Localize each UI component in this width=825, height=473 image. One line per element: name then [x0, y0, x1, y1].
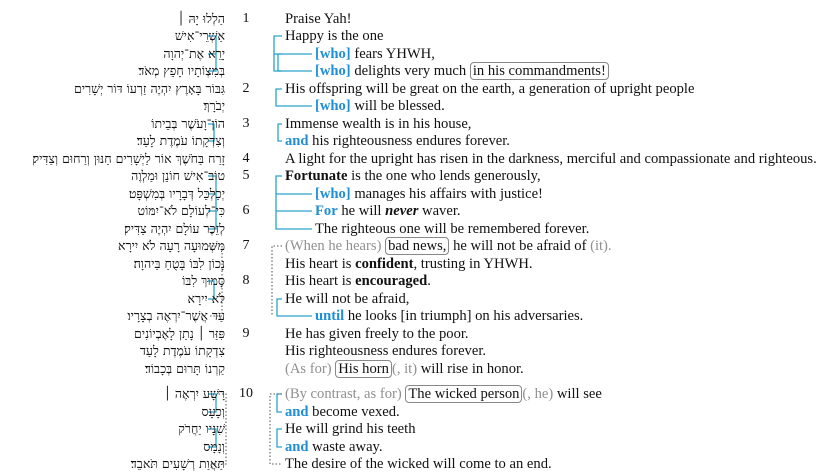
english-translation	[285, 255, 533, 273]
verse-line	[0, 45, 825, 63]
english-translation	[285, 237, 612, 255]
english-translation	[285, 455, 552, 473]
verse-line	[0, 167, 825, 185]
text-segment: he will	[337, 203, 386, 219]
text-segment: waste away.	[308, 439, 383, 455]
english-translation	[285, 325, 469, 343]
hebrew-text: בְּמִצְוֹתָיו חָפֵץ מְאֹד׃	[138, 63, 225, 78]
english-translation	[285, 438, 383, 456]
text-segment: His heart is	[285, 273, 356, 289]
verse-number: 5	[242, 168, 250, 183]
english-translation	[315, 185, 543, 203]
text-segment: The righteous one will be remembered forever.	[315, 221, 590, 237]
english-translation	[285, 10, 351, 28]
hebrew-text: וְצִדְקָתוֹ עֹמֶדֶת לָעַד׃	[136, 133, 225, 148]
verse-line	[0, 255, 825, 273]
emphasis-word: until	[315, 308, 345, 324]
text-segment: Immense wealth is in his house,	[285, 116, 472, 132]
text-segment: his righteousness endures forever.	[308, 133, 510, 149]
verse-line	[0, 307, 825, 325]
verse-line	[0, 202, 825, 220]
emphasis-word: [who]	[315, 46, 351, 62]
english-translation	[315, 220, 589, 238]
hebrew-text: אַשְׁרֵי־אִישׁ	[174, 28, 225, 43]
verse-line	[0, 325, 825, 343]
supplied-words: (When he hears)	[285, 238, 386, 254]
hebrew-text: כִּי־לְעוֹלָם לֹא־יִמּוֹט	[137, 203, 225, 218]
supplied-words: (it).	[590, 238, 612, 254]
english-translation	[285, 360, 524, 378]
verse-line	[0, 272, 825, 290]
english-translation	[285, 420, 416, 438]
verse-number: 8	[242, 273, 250, 288]
emphasis-word: and	[285, 133, 309, 149]
supplied-words: (By contrast, as for)	[285, 386, 406, 402]
supplied-words: (As for)	[285, 361, 336, 377]
verse-number: 7	[242, 238, 250, 253]
text-segment: He has given freely to the poor.	[285, 326, 469, 342]
verse-line	[0, 403, 825, 421]
hebrew-text: וְכָעָס	[201, 404, 225, 419]
english-translation	[285, 403, 400, 421]
hebrew-text: גִּבּוֹר בָּאָרֶץ יִהְיֶה זַרְעוֹ דּוֹר יְשָׁרִים	[73, 81, 225, 96]
text-segment: His heart is	[285, 256, 356, 272]
text-segment: Happy is the one	[285, 28, 384, 44]
boxed-phrase: in his commandments!	[470, 62, 609, 80]
bold-word: Fortunate	[285, 168, 348, 184]
hebrew-text: נָכוֹן לִבּוֹ בָּטֻחַ בַּיהוָה׃	[133, 256, 225, 271]
hebrew-text: הַלְלוּ יָהּ ׀	[177, 11, 225, 26]
verse-line	[0, 438, 825, 456]
verse-line	[0, 360, 825, 378]
english-translation	[285, 385, 602, 403]
supplied-words: (, it)	[391, 361, 418, 377]
verse-line	[0, 62, 825, 80]
verse-line	[0, 420, 825, 438]
text-segment: he will not be afraid of	[449, 238, 591, 254]
hebrew-text: רָשָׁע יִרְאֶה ׀	[163, 386, 225, 401]
text-segment: Praise Yah!	[285, 11, 352, 27]
text-segment: He will grind his teeth	[285, 421, 416, 437]
verse-line	[0, 237, 825, 255]
verse-number: 10	[239, 386, 253, 401]
emphasis-word: For	[315, 203, 338, 219]
english-translation	[285, 150, 817, 168]
hebrew-text: פִּזַּר ׀ נָתַן לָאֶבְיוֹנִים	[134, 326, 225, 341]
verse-line	[0, 132, 825, 150]
verse-line	[0, 150, 825, 168]
emphasis-word: [who]	[315, 98, 351, 114]
verse-line	[0, 185, 825, 203]
text-segment: , trusting in YHWH.	[413, 256, 533, 272]
hebrew-text: לֹא יִירָא	[187, 291, 225, 306]
hebrew-text: זָרַח בַּחֹשֶׁךְ אוֹר לַיְשָׁרִים חַנּוּן וְרַחוּם וְצַדִּיק׃	[32, 151, 225, 166]
text-segment: is the one who lends generously,	[347, 168, 541, 184]
verse-line	[0, 455, 825, 473]
hebrew-text: תַּאֲוַת רְשָׁעִים תֹּאבֵד׃	[130, 456, 225, 471]
hebrew-text: הוֹן־וָעֹשֶׁר בְּבֵיתוֹ	[151, 116, 225, 131]
verse-number: 9	[242, 326, 250, 341]
english-translation	[285, 290, 409, 308]
hebrew-text: קַרְנוֹ תָּרוּם בְּכָבוֹד׃	[144, 361, 225, 376]
hebrew-text: מִשְּׁמוּעָה רָעָה לֹא יִירָא	[117, 238, 225, 253]
emphasis-word: [who]	[315, 186, 351, 202]
text-segment: delights very much	[350, 63, 470, 79]
verse-line	[0, 10, 825, 28]
verse-line	[0, 115, 825, 133]
verse-line	[0, 385, 825, 403]
hebrew-text: יְבֹרָךְ׃	[203, 98, 225, 113]
english-translation	[285, 80, 694, 98]
emphasis-word: and	[285, 404, 309, 420]
text-segment: will rise in honor.	[417, 361, 524, 377]
text-segment: he looks [in triumph] on his adversaries.	[344, 308, 584, 324]
hebrew-text: שִׁנָּיו יַחֲרֹק	[178, 421, 225, 436]
text-segment: His offspring will be great on the earth, a generation of upright people	[285, 81, 695, 97]
text-segment: waver.	[418, 203, 461, 219]
english-translation	[285, 132, 510, 150]
hebrew-text: סָמוּךְ לִבּוֹ	[182, 273, 225, 288]
text-segment: will be blessed.	[350, 98, 445, 114]
verse-number: 4	[242, 151, 250, 166]
verse-line	[0, 342, 825, 360]
text-segment: A light for the upright has risen in the darkness, merciful and compassionate and righteous.	[285, 151, 817, 167]
text-segment: .	[427, 273, 431, 289]
emphasis-word: [who]	[315, 63, 351, 79]
hebrew-text: לְזֵכֶר עוֹלָם יִהְיֶה צַדִּיק׃	[124, 221, 225, 236]
bold-word: encouraged	[355, 273, 428, 289]
verse-line	[0, 97, 825, 115]
english-translation	[285, 342, 486, 360]
boxed-phrase: bad news,	[385, 237, 449, 255]
english-translation	[285, 272, 431, 290]
verse-number: 1	[242, 11, 250, 26]
verse-number: 2	[242, 81, 250, 96]
emphasis-word: and	[285, 439, 309, 455]
verse-number: 6	[242, 203, 250, 218]
text-segment: manages his affairs with justice!	[350, 186, 543, 202]
hebrew-text: יָרֵא אֶת־יְהוָה	[163, 46, 225, 61]
text-segment: The desire of the wicked will come to an end.	[285, 456, 552, 472]
verse-line	[0, 80, 825, 98]
text-segment: He will not be afraid,	[285, 291, 410, 307]
english-translation	[315, 62, 609, 80]
verse-number: 3	[242, 116, 250, 131]
hebrew-text: וְנָמָס	[203, 439, 225, 454]
boxed-phrase: His horn	[335, 360, 392, 378]
bold-word: confident	[355, 256, 414, 272]
english-translation	[285, 115, 471, 133]
english-translation	[315, 202, 461, 220]
hebrew-text: יְכַלְכֵּל דְּבָרָיו בְּמִשְׁפָּט׃	[128, 186, 225, 201]
english-translation	[285, 167, 541, 185]
text-segment: His righteousness endures forever.	[285, 343, 487, 359]
supplied-words: (, he)	[522, 386, 554, 402]
english-translation	[315, 97, 445, 115]
boxed-phrase: The wicked person	[405, 385, 522, 403]
text-segment: will see	[553, 386, 602, 402]
english-translation	[315, 45, 435, 63]
hebrew-text: טוֹב־אִישׁ חוֹנֵן וּמַלְוֶה	[131, 168, 225, 183]
verse-line	[0, 220, 825, 238]
emphatic-word: never	[385, 203, 419, 219]
text-segment: fears YHWH,	[350, 46, 435, 62]
english-translation	[285, 27, 384, 45]
verse-line	[0, 290, 825, 308]
hebrew-text: עַד אֲשֶׁר־יִרְאֶה בְצָרָיו׃	[127, 308, 225, 323]
text-segment: become vexed.	[308, 404, 400, 420]
verse-line	[0, 27, 825, 45]
english-translation	[315, 307, 583, 325]
hebrew-text: צִדְקָתוֹ עֹמֶדֶת לָעַד	[139, 343, 225, 358]
